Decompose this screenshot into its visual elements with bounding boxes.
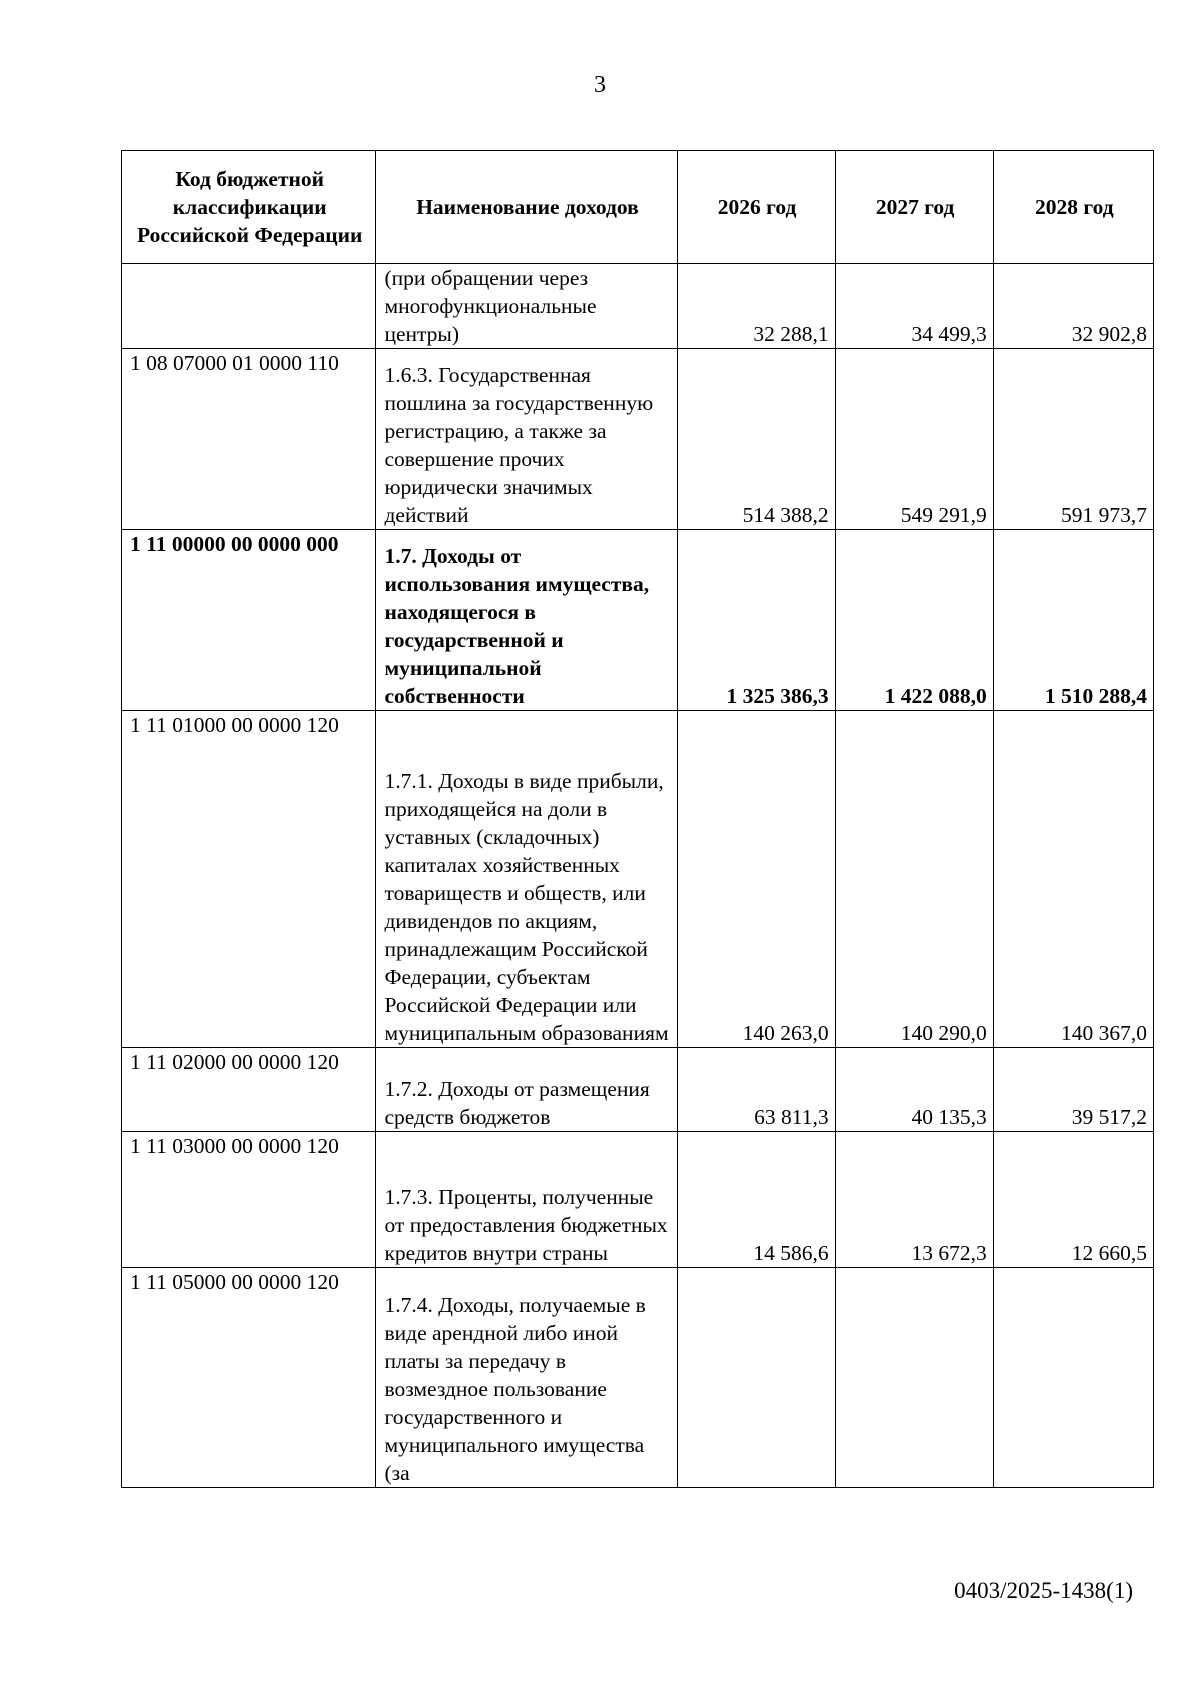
row-code: 1 08 07000 01 0000 110 — [122, 349, 376, 530]
page-number: 3 — [594, 72, 606, 98]
row-2028: 12 660,5 — [993, 1132, 1153, 1268]
row-name: 1.7.2. Доходы от размещения средств бюджетов — [376, 1048, 677, 1132]
row-2028: 591 973,7 — [993, 349, 1153, 530]
row-2026: 14 586,6 — [677, 1132, 835, 1268]
table-row — [122, 711, 1154, 1048]
row-code: 1 11 03000 00 0000 120 — [122, 1132, 376, 1268]
document-code: 0403/2025-1438(1) — [954, 1578, 1133, 1603]
row-2027: 1 422 088,0 — [835, 530, 993, 711]
row-code: 1 11 05000 00 0000 120 — [122, 1268, 376, 1488]
header-name: Наименование доходов — [376, 151, 677, 264]
row-code — [122, 264, 376, 349]
header-2028: 2028 год — [993, 151, 1153, 264]
row-code: 1 11 01000 00 0000 120 — [122, 711, 376, 1048]
row-2026 — [677, 1268, 835, 1488]
row-2026: 140 263,0 — [677, 711, 835, 1048]
row-2026: 63 811,3 — [677, 1048, 835, 1132]
header-2027: 2027 год — [835, 151, 993, 264]
table-row — [122, 349, 1154, 530]
header-2026: 2026 год — [677, 151, 835, 264]
row-2028 — [993, 1268, 1153, 1488]
row-code: 1 11 00000 00 0000 000 — [122, 530, 376, 711]
table-row — [122, 264, 1154, 349]
row-2027 — [835, 1268, 993, 1488]
row-2027: 40 135,3 — [835, 1048, 993, 1132]
header-code: Код бюджетной классификации Российской Федерации — [122, 151, 376, 264]
row-name: 1.7.3. Проценты, полученные от предоставления бюджетных кредитов внутри страны — [376, 1132, 677, 1268]
row-name: 1.7. Доходы от использования имущества, находящегося в государственной и муниципальной собственности — [376, 530, 677, 711]
row-2026: 1 325 386,3 — [677, 530, 835, 711]
row-2026: 514 388,2 — [677, 349, 835, 530]
row-name: 1.7.1. Доходы в виде прибыли, приходящейся на доли в уставных (складочных) капиталах хозяйственных товариществ и обществ, или дивидендов по акциям, принадлежащим Российской Федерации, субъектам Российской Федерации или муниципальным образованиям — [376, 711, 677, 1048]
row-2027: 549 291,9 — [835, 349, 993, 530]
row-2028: 32 902,8 — [993, 264, 1153, 349]
row-name: 1.7.4. Доходы, получаемые в виде арендной либо иной платы за передачу в возмездное пользование государственного и муниципального имущества (за — [376, 1268, 677, 1488]
row-2028: 1 510 288,4 — [993, 530, 1153, 711]
revenue-table — [121, 150, 1154, 1488]
table-row — [122, 1132, 1154, 1268]
table-header-row — [122, 151, 1154, 264]
table-row — [122, 530, 1154, 711]
table-row — [122, 1048, 1154, 1132]
row-code: 1 11 02000 00 0000 120 — [122, 1048, 376, 1132]
row-2026: 32 288,1 — [677, 264, 835, 349]
row-2027: 34 499,3 — [835, 264, 993, 349]
row-2028: 39 517,2 — [993, 1048, 1153, 1132]
row-2027: 13 672,3 — [835, 1132, 993, 1268]
row-name: 1.6.3. Государственная пошлина за государственную регистрацию, а также за совершение прочих юридически значимых действий — [376, 349, 677, 530]
row-2027: 140 290,0 — [835, 711, 993, 1048]
table-row — [122, 1268, 1154, 1488]
row-name: (при обращении через многофункциональные центры) — [376, 264, 677, 349]
row-2028: 140 367,0 — [993, 711, 1153, 1048]
